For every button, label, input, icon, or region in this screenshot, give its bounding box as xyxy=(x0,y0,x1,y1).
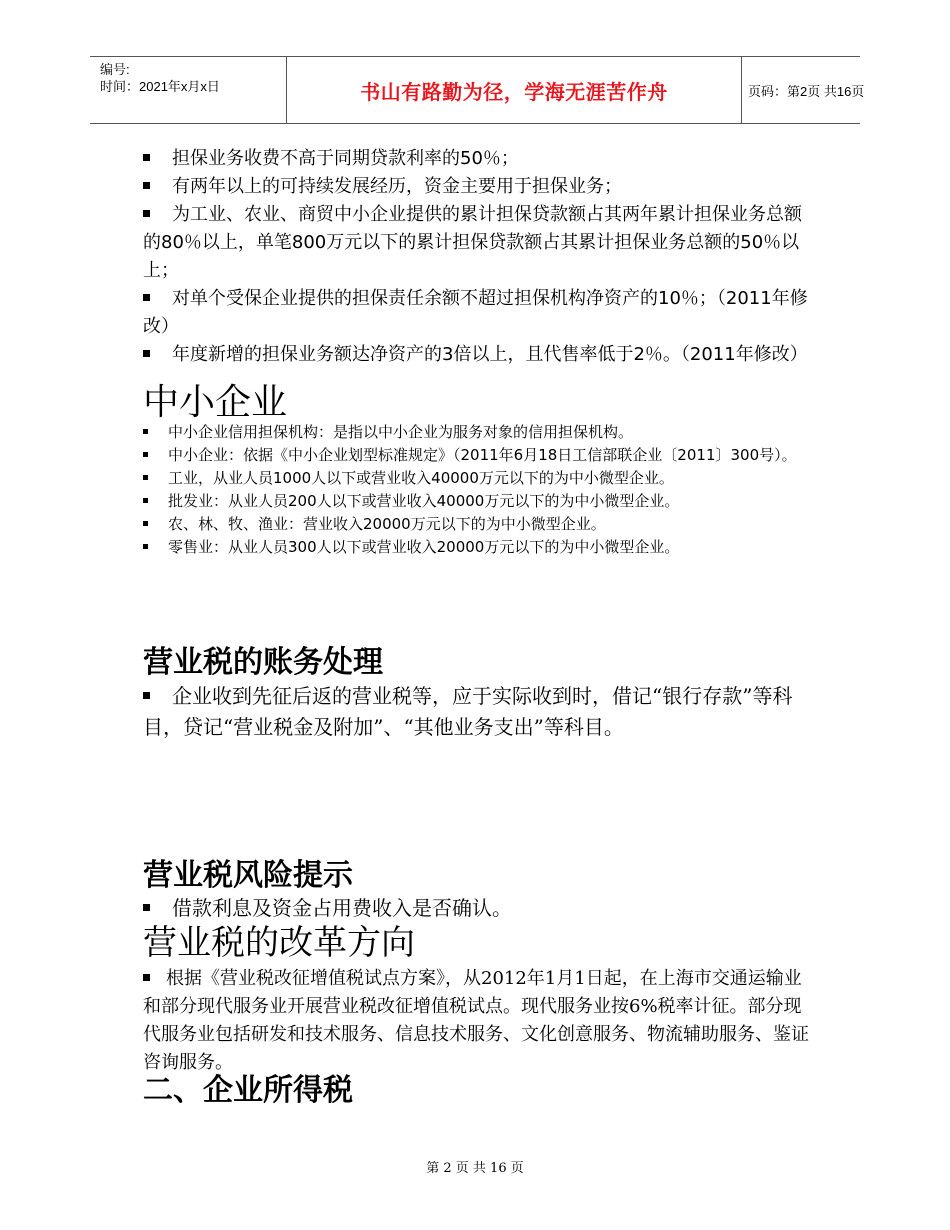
guarantee-conditions-list xyxy=(143,145,815,369)
bullet-icon xyxy=(143,210,150,217)
list-item: 企业收到先征后返的营业税等，应于实际收到时，借记“银行存款”等科目，贷记“营业税金及附加”、“其他业务支出”等科目。 xyxy=(143,684,793,739)
list-item: 对单个受保企业提供的担保责任余额不超过担保机构净资产的10％；（2011年修改） xyxy=(143,288,808,337)
bullet-icon xyxy=(143,182,150,189)
header-motto: 书山有路勤为径，学海无涯苦作舟 xyxy=(286,57,742,123)
bullet-icon xyxy=(143,475,148,480)
list-item: 担保业务收费不高于同期贷款利率的50％； xyxy=(143,145,815,173)
bullet-icon xyxy=(143,544,148,549)
page-header xyxy=(90,56,865,124)
list-item: 零售业：从业人员300人以下或营业收入20000万元以下的为中小微型企业。 xyxy=(143,536,815,559)
bullet-icon xyxy=(143,452,148,457)
bullet-icon xyxy=(143,974,150,981)
bullet-icon xyxy=(143,429,148,434)
risk-list xyxy=(143,893,815,924)
list-item: 批发业：从业人员200人以下或营业收入40000万元以下的为中小微型企业。 xyxy=(143,490,815,513)
page-footer: 第 2 页 共 16 页 xyxy=(426,1161,524,1176)
header-page-number: 页码：第2页 共16页 xyxy=(748,83,865,99)
sme-heading: 中小企业 xyxy=(143,382,288,423)
list-item: 中小企业信用担保机构：是指以中小企业为服务对象的信用担保机构。 xyxy=(143,421,815,444)
list-item: 工业，从业人员1000人以下或营业收入40000万元以下的为中小微型企业。 xyxy=(143,467,815,490)
list-item: 有两年以上的可持续发展经历，资金主要用于担保业务； xyxy=(143,173,815,201)
bullet-icon xyxy=(143,521,148,526)
bullet-icon xyxy=(143,904,150,911)
bullet-icon xyxy=(143,350,150,357)
header-meta xyxy=(90,57,286,123)
accounting-list xyxy=(143,681,815,743)
reform-list xyxy=(143,965,815,1077)
list-item: 为工业、农业、商贸中小企业提供的累计担保贷款额占其两年累计担保业务总额的80％以上，单笔800万元以下的累计担保贷款额占其累计担保业务总额的50％以上； xyxy=(143,204,802,281)
accounting-heading: 营业税的账务处理 xyxy=(143,645,383,680)
bullet-icon xyxy=(143,692,150,699)
bullet-icon xyxy=(143,154,150,161)
time-label: 时间：2021年x月x日 xyxy=(100,79,220,94)
list-item: 借款利息及资金占用费收入是否确认。 xyxy=(143,893,815,924)
section2-heading: 二、企业所得税 xyxy=(143,1073,353,1108)
sme-list xyxy=(143,421,815,559)
list-item: 中小企业：依据《中小企业划型标准规定》（2011年6月18日工信部联企业〔2011〕300号）。 xyxy=(143,444,815,467)
list-item: 根据《营业税改征增值税试点方案》，从2012年1月1日起，在上海市交通运输业和部分现代服务业开展营业税改征增值税试点。现代服务业按6%税率计征。部分现代服务业包括研发和技术服务、信息技术服务、文化创意服务、物流辅助服务、鉴证咨询服务。 xyxy=(143,968,809,1073)
bullet-icon xyxy=(143,294,150,301)
risk-heading: 营业税风险提示 xyxy=(143,858,353,893)
bullet-icon xyxy=(143,498,148,503)
list-item: 年度新增的担保业务额达净资产的3倍以上，且代售率低于2％。（2011年修改） xyxy=(143,341,815,369)
number-label: 编号: xyxy=(100,62,130,77)
reform-heading: 营业税的改革方向 xyxy=(143,923,415,963)
list-item: 农、林、牧、渔业：营业收入20000万元以下的为中小微型企业。 xyxy=(143,513,815,536)
